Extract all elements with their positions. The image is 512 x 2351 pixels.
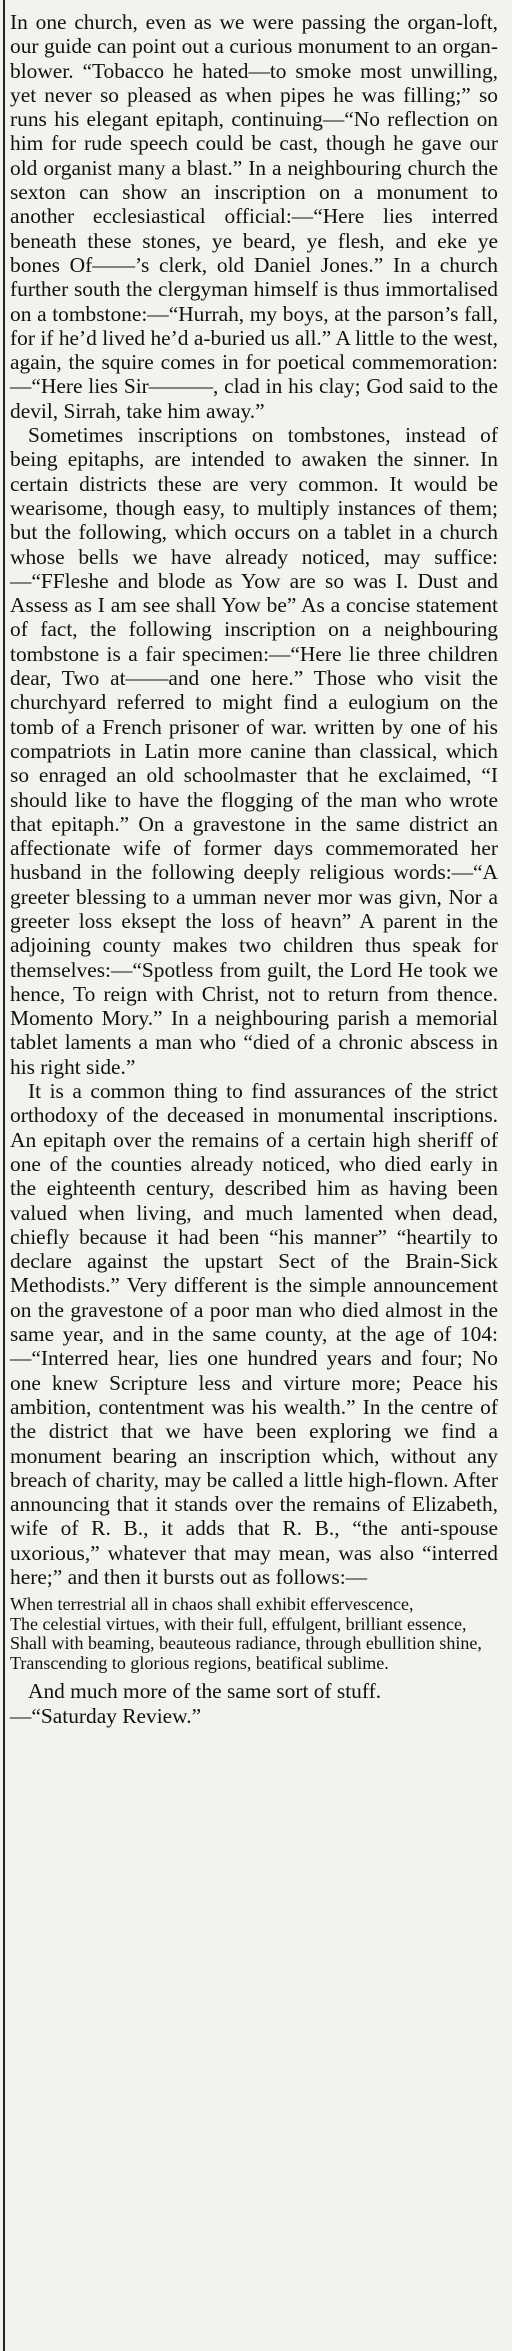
paragraph-epitaphs-humorous: In one church, even as we were passing the organ-loft, our guide can point out a curious monument to an organ-blower. “Tobacco he hated—to smoke most unwilling, yet never so pleased as when pipes he was filling;” so runs his elegant epitaph, continuing—“No reflection on him for rude speech could be cast, though he gave our old organist many a blast.” In a neighbouring church the sexton can show an inscription on a monument to another ecclesiastical official:—“Here lies interred beneath these stones, ye beard, ye flesh, and eke ye bones Of——’s clerk, old Daniel Jones.” In a church further south the clergyman himself is thus immortalised on a tombstone:—“Hurrah, my boys, at the parson’s fall, for if he’d lived he’d a-buried us all.” A little to the west, again, the squire comes in for poetical commemoration:—“Here lies Sir———, clad in his clay; God said to the devil, Sirrah, take him away.”	[10, 10, 498, 423]
source-attribution: —“Saturday Review.”	[10, 1703, 202, 1728]
verse-line: The celestial virtues, with their full, effulgent, brilliant essence,	[10, 1613, 467, 1634]
verse-line: Shall with beaming, beauteous radiance, through ebullition shine,	[10, 1633, 482, 1654]
quoted-verse	[10, 1595, 498, 1673]
verse-line: Transcending to glorious regions, beatifical sublime.	[10, 1652, 389, 1673]
verse-line: When terrestrial all in chaos shall exhibit effervescence,	[10, 1594, 414, 1615]
closing-line: And much more of the same sort of stuff.	[28, 1679, 382, 1704]
paragraph-orthodoxy: It is a common thing to find assurances of the strict orthodoxy of the deceased in monumental inscriptions. An epitaph over the remains of a certain high sheriff of one of the counties already noticed, who died early in the eighteenth century, described him as having been valued when living, and much lamented when dead, chiefly because it had been “his manner” “heartily to declare against the upstart Sect of the Brain-Sick Methodists.” Very different is the simple announcement on the gravestone of a poor man who died almost in the same year, and in the same county, at the age of 104:—“Interred hear, lies one hundred years and four; No one knew Scripture less and virture more; Peace his ambition, contentment was his wealth.” In the centre of the district that we have been exploring we find a monument bearing an inscription which, without any breach of charity, may be called a little high-flown. After announcing that it stands over the remains of Elizabeth, wife of R. B., it adds that R. B., “the anti-spouse uxorious,” whatever that may mean, was also “interred here;” and then it bursts out as follows:—	[10, 1079, 498, 1589]
paragraph-inscriptions-sinner: Sometimes inscriptions on tombstones, instead of being epitaphs, are intended to awaken the sinner. In certain districts these are very common. It would be wearisome, though easy, to multiply instances of them; but the following, which occurs on a tablet in a church whose bells we have already noticed, may suffice:—“FFleshe and blode as Yow are so was I. Dust and Assess as I am see shall Yow be” As a concise statement of fact, the following inscription on a neighbouring tombstone is a fair specimen:—“Here lie three children dear, Two at——and one here.” Those who visit the churchyard referred to might find a eulogium on the tomb of a French prisoner of war. written by one of his compatriots in Latin more canine than classical, which so enraged an old schoolmaster that he exclaimed, “I should like to have the flogging of the man who wrote that epitaph.” On a gravestone in the same district an affectionate wife of former days commemorated her husband in the following deeply religious words:—“A greeter blessing to a umman never mor was givn, Nor a greeter loss eksept the loss of heavn” A parent in the adjoining county makes two children thus speak for themselves:—“Spotless from guilt, the Lord He took we hence, To reign with Christ, not to return from thence. Momento Mory.” In a neighbouring parish a memorial tablet laments a man who “died of a chronic abscess in his right side.”	[10, 423, 498, 1079]
